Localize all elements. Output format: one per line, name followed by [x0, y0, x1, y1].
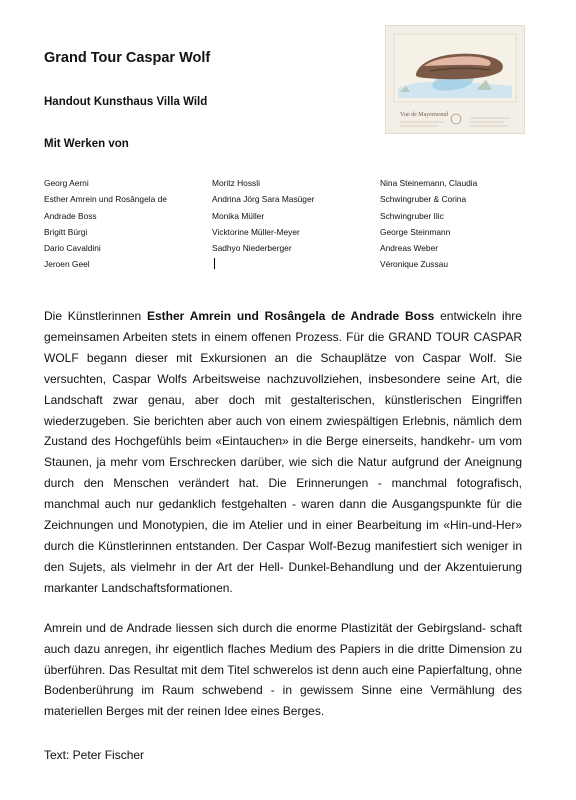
artwork-image [385, 25, 525, 134]
artist-name: Moritz Hossli [212, 178, 260, 188]
artist-name: Sadhyo Niederberger [212, 243, 292, 254]
artist-names-emphasis: Esther Amrein und Rosângela de Andrade Boss [147, 309, 435, 323]
handout-subtitle: Handout Kunsthaus Villa Wild [44, 96, 208, 108]
artist-column-2 [212, 175, 314, 256]
artwork-caption: Vue de Mayenwand [400, 112, 448, 118]
artist-list [44, 175, 534, 275]
artist-name: Brigitt Bürgi [44, 226, 88, 237]
artist-name: Nina Steinemann, Claudia [380, 178, 478, 188]
paragraph-intro: Die Künstlerinnen [44, 309, 147, 323]
artist-name: Georg Aerni [44, 178, 89, 188]
page-title: Grand Tour Caspar Wolf [44, 50, 211, 66]
artist-name: Schwingruber Ilic [380, 210, 444, 221]
text-cursor [214, 258, 215, 269]
artist-name: Esther Amrein und Rosângela de [44, 194, 167, 205]
artist-name: George Steinmann [380, 226, 451, 237]
artist-column-1 [44, 175, 167, 273]
artist-name: Monika Müller [212, 210, 265, 221]
artist-name: Andrina Jörg Sara Masüger [212, 194, 315, 205]
artist-name: Dario Cavaldini [44, 243, 101, 254]
body-paragraph-1 [44, 306, 522, 599]
text-credit: Text: Peter Fischer [44, 748, 145, 762]
body-text [44, 306, 522, 722]
body-paragraph-2: Amrein und de Andrade liessen sich durch die enorme Plastizität der Gebirgsland- schaft auch dazu anregen, ihr eigentlich flaches Medium des Papiers in die dritte Dimension zu überführen. Das Resultat mit dem Titel schwerelos ist denn auch eine Papierfaltung, ohne Bodenberührung im Raum schwebend - in gewissem Sinne eine Vermählung des materiellen Berges mit der reinen Idee eines Berges. [44, 620, 522, 719]
artist-name: Vicktorine Müller-Meyer [212, 226, 300, 237]
artist-name: Véronique Zussau [380, 259, 448, 270]
artwork-painting [386, 26, 524, 133]
works-heading: Mit Werken von [44, 138, 129, 150]
paragraph-rest: entwickeln ihre gemeinsamen Arbeiten stets in einem offenen Prozess. Für die GRAND TOUR CASPAR WOLF begann dieser mit Exkursionen an die Schauplätze von Caspar Wolf. Sie versuchten, Caspar Wolfs Arbeitsweise nachzuvollziehen, insbesondere seine Art, die Landschaft zwar genau, aber doch mit gestalterischen, künstlerischen Eingriffen wiederzugeben. Sie berichten aber auch von einem zwiespältigen Erlebnis, nämlich dem Zustand des Hochgefühls beim «Eintauchen» in die Berge einerseits, handkehr- um vom Staunen, ja mehr vom Erschrecken darüber, wie sich die Natur aufgrund der Aneignung durch den Menschen verändert hat. Die Erinnerungen - manchmal fotografisch, manchmal auch nur gedanklich festgehalten - waren dann die Ausgangspunkte für die Zeichnungen und Monotypien, die im Atelier und in einer Bearbeitung im «Hin-und-Her» durch die Künstlerinnen entstanden. Der Caspar Wolf-Bezug manifestiert sich weniger in den Sujets, als vielmehr in der Art der Hell- Dunkel-Behandlung und der Akzentuierung markanter Landschaftsformationen. [44, 309, 522, 595]
artist-column-3 [380, 175, 477, 273]
artist-name: Andrade Boss [44, 210, 97, 221]
artist-name: Schwingruber & Corina [380, 194, 467, 205]
artist-name: Andreas Weber [380, 243, 439, 254]
artist-name: Jeroen Geel [44, 259, 90, 270]
